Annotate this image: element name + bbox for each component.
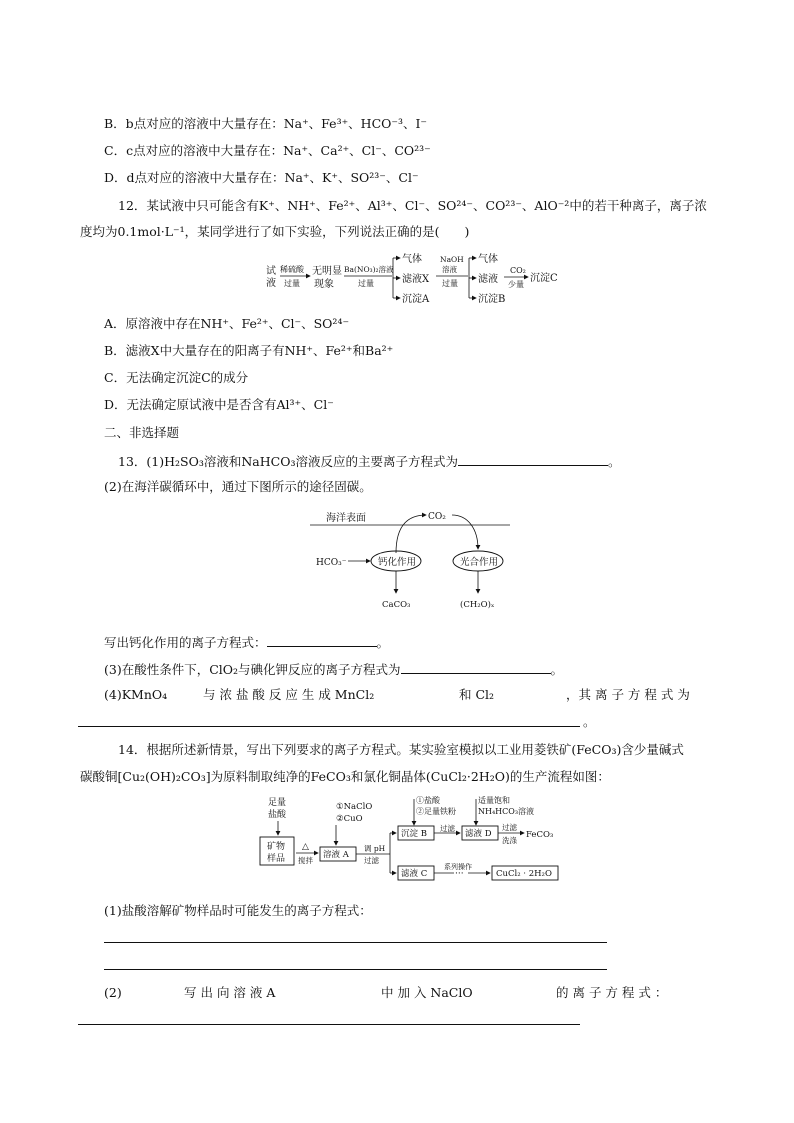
section-heading: 二、非选择题 (104, 425, 180, 440)
q13-answer-blank-3[interactable] (401, 660, 551, 674)
flow-filtrate-x: 滤液X (402, 274, 430, 285)
flow-gas-2: 气体 (478, 254, 498, 265)
flow2-reagent-3: ①盐酸 (416, 796, 440, 805)
caco3-label: CaCO₃ (382, 600, 411, 610)
flow2-solution-a: 溶液 A (323, 850, 349, 860)
flow2-ore-1: 矿物 (267, 842, 286, 852)
flow-r2-bot: 过量 (358, 279, 374, 288)
q11-option-d: D．d点对应的溶液中大量存在：Na⁺、K⁺、SO²³⁻、Cl⁻ (104, 170, 419, 185)
q13-part4-text2: 与 浓 盐 酸 反 应 生 成 MnCl₂ (203, 687, 375, 702)
q11-option-b: B．b点对应的溶液中大量存在：Na⁺、Fe³⁺、HCO⁻³、I⁻ (104, 116, 428, 131)
flow-mid-1: 无明显 (312, 266, 342, 277)
flow2-series-op: 系列操作 (444, 863, 472, 871)
co2-release-arrow (396, 515, 426, 553)
flow2-dots: ··· (455, 869, 464, 879)
flow2-reagent-5: 适量饱和 (478, 796, 510, 805)
flow2-filter-1: 过滤 (440, 824, 455, 833)
flow2-ore-2: 样品 (267, 854, 286, 864)
q13-part3: (3)在酸性条件下，ClO₂与碘化钾反应的离子方程式为 。 (104, 662, 564, 677)
flow2-acid-1: 足量 (268, 798, 287, 808)
q14-part2-text1: (2) (104, 985, 122, 1000)
q13-part1-text: 13．(1)H₂SO₃溶液和NaHCO₃溶液反应的主要离子方程式为 (118, 454, 458, 469)
flow-precipitate-a: 沉淀A (402, 294, 430, 305)
q14-flow-diagram (256, 793, 562, 889)
q13-part1: 13．(1)H₂SO₃溶液和NaHCO₃溶液反应的主要离子方程式为 。 (118, 454, 621, 469)
flow2-wash: 洗涤 (502, 836, 517, 845)
flow2-stir: 搅拌 (298, 856, 313, 865)
flow-mid-2: 现象 (314, 279, 334, 290)
q14-answer-blank-3[interactable] (78, 1024, 580, 1025)
co2-uptake-arrow (452, 515, 478, 549)
flow2-filtrate-d: 滤液 D (465, 829, 492, 839)
q13-answer-blank-2[interactable] (267, 633, 377, 647)
q14-stem-line2: 碳酸铜[Cu₂(OH)₂CO₃]为原料制取纯净的FeCO₃和氯化铜晶体(CuCl₂·2H₂O)的生产流程如图： (80, 769, 610, 784)
q13-answer-blank-4[interactable] (78, 726, 580, 727)
q14-answer-blank-2[interactable] (104, 969, 607, 970)
flow2-reagent-2: ②CuO (336, 814, 363, 824)
q14-stem-line1: 14．根据所述新情景，写出下列要求的离子方程式。某实验室模拟以工业用菱铁矿(FeCO₃)含少量碱式 (118, 742, 684, 757)
flow-r3-top-2: 溶液 (442, 265, 457, 274)
flow-r1-top: 稀硫酸 (280, 265, 304, 274)
flow-filtrate: 滤液 (478, 274, 498, 285)
flow2-precipitate-b: 沉淀 B (401, 829, 427, 839)
hco3-label: HCO₃⁻ (316, 558, 347, 568)
q13-part4-text4: ，其 离 子 方 程 式 为 (566, 687, 690, 702)
co2-label: CO₂ (428, 512, 446, 522)
flow2-filtrate-c: 滤液 C (401, 869, 428, 879)
flow2-cucl2: CuCl₂ · 2H₂O (496, 869, 552, 879)
flow2-ph-1: 调 pH (364, 844, 386, 853)
flow2-reagent-1: ①NaClO (336, 802, 373, 812)
q12-flow-diagram (262, 248, 562, 308)
flow-r4-top: CO₂ (510, 266, 526, 275)
calcification-label: 钙化作用 (378, 557, 417, 568)
flow2-reagent-6: NH₄HCO₃溶液 (478, 807, 535, 816)
q12-option-c: C．无法确定沉淀C的成分 (104, 370, 249, 385)
flow2-feco3: FeCO₃ (526, 830, 554, 840)
flow-r1-bot: 过量 (284, 279, 300, 288)
q14-part1: (1)盐酸溶解矿物样品时可能发生的离子方程式： (104, 903, 372, 918)
q14-answer-blank-1[interactable] (104, 942, 607, 943)
q12-stem-line2: 度均为0.1mol·L⁻¹，某同学进行了如下实验，下列说法正确的是( ) (80, 224, 470, 239)
ch2o-label: (CH₂O)ₓ (460, 600, 495, 610)
photosynthesis-label: 光合作用 (460, 557, 499, 568)
flow2-filter-2: 过滤 (502, 823, 517, 832)
flow2-acid-2: 盐酸 (268, 810, 287, 820)
flow-gas-1: 气体 (402, 254, 422, 265)
q13-part4-text1: (4)KMnO₄ (104, 687, 168, 702)
flow2-ph-2: 过滤 (364, 856, 379, 865)
flow-start-1: 试 (266, 266, 276, 277)
q13-part2: (2)在海洋碳循环中，通过下图所示的途径固碳。 (104, 479, 372, 494)
q11-option-c: C．c点对应的溶液中大量存在：Na⁺、Ca²⁺、Cl⁻、CO²³⁻ (104, 143, 431, 158)
flow-precipitate-c: 沉淀C (530, 273, 558, 284)
flow2-reagent-4: ②足量铁粉 (416, 807, 456, 816)
q14-part2-text3: 中 加 入 NaClO (381, 985, 473, 1000)
flow-r2-top: Ba(NO₃)₂溶液 (344, 265, 394, 274)
flow-start-2: 液 (266, 278, 276, 289)
flow-r4-bot: 少量 (508, 280, 524, 289)
flow-r3-top-1: NaOH (440, 255, 464, 264)
q12-option-a: A．原溶液中存在NH⁺、Fe²⁺、Cl⁻、SO²⁴⁻ (104, 316, 350, 331)
q12-option-b: B．滤液X中大量存在的阳离子有NH⁺、Fe²⁺和Ba²⁺ (104, 343, 394, 358)
q12-stem-line1: 12．某试液中只可能含有K⁺、NH⁺、Fe²⁺、Al³⁺、Cl⁻、SO²⁴⁻、CO²³⁻、AlO⁻²中的若干种离子，离子浓 (118, 198, 707, 213)
q14-part2-text2: 写 出 向 溶 液 A (184, 985, 276, 1000)
q13-answer-blank-1[interactable] (458, 452, 608, 466)
carbon-cycle-diagram (310, 503, 520, 615)
q13-part4-text3: 和 Cl₂ (459, 687, 495, 702)
q12-option-d: D．无法确定原试液中是否含有Al³⁺、Cl⁻ (104, 397, 334, 412)
flow2-heat: △ (302, 842, 309, 852)
flow-r3-bot: 过量 (442, 279, 458, 288)
ocean-surface-label: 海洋表面 (326, 513, 366, 524)
q13-part2-answer: 写出钙化作用的离子方程式： 。 (104, 635, 390, 650)
flow-precipitate-b: 沉淀B (478, 294, 506, 305)
q14-part2-text4: 的 离 子 方 程 式 ： (556, 985, 668, 1000)
